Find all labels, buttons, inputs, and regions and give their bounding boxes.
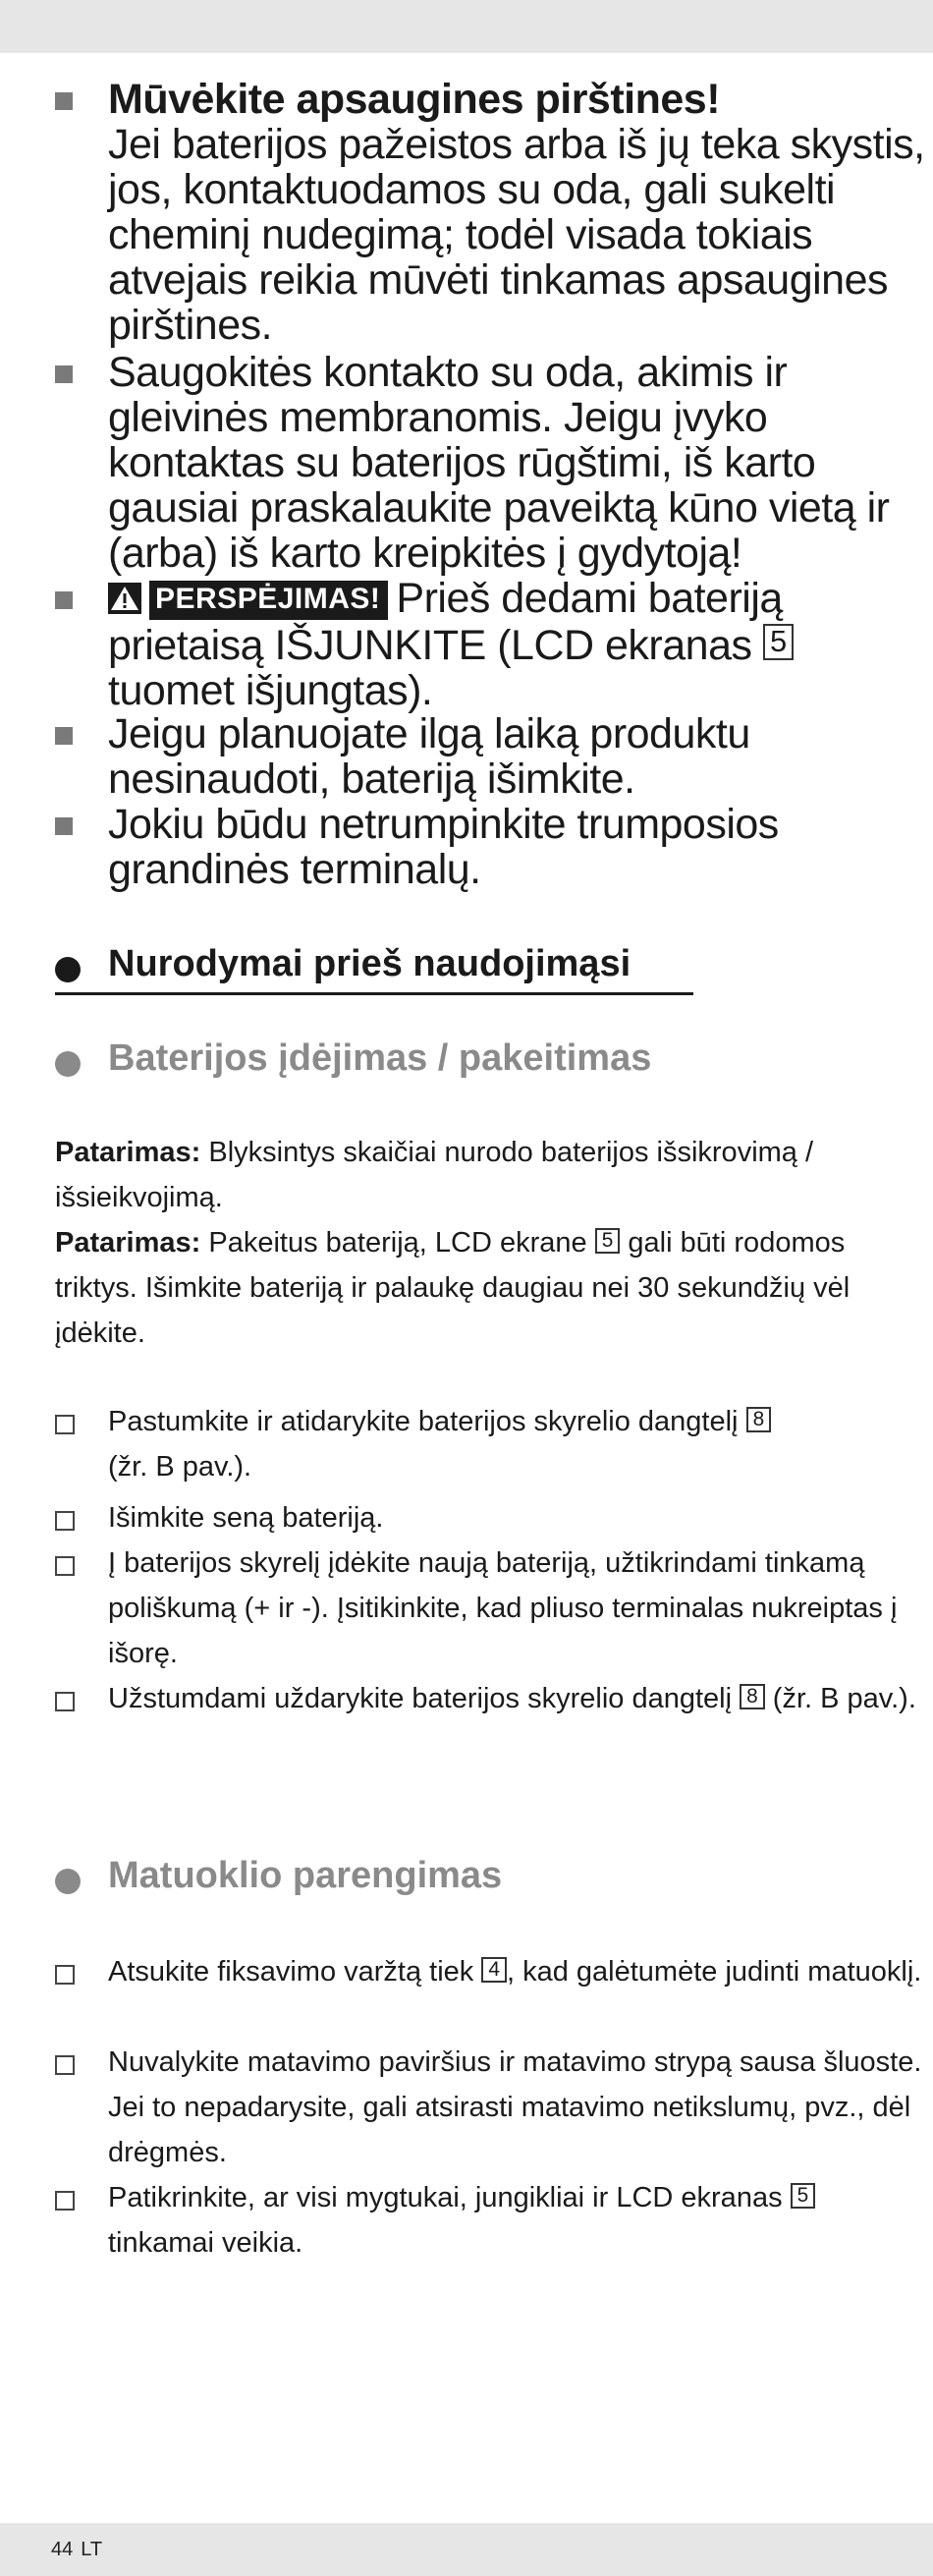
tip-text: Pakeitus bateriją, LCD ekrane [208, 1227, 587, 1259]
bullet-dot [55, 957, 81, 982]
warning-label: PERSPĖJIMAS! [149, 581, 388, 620]
subsection-title: Matuoklio parengimas [108, 1855, 503, 1896]
page-number: 44 [51, 2539, 74, 2560]
section-title: Nurodymai prieš naudojimąsi [108, 943, 631, 984]
step-text: Atsukite fiksavimo varžtą tiek [108, 1956, 474, 1988]
reference-number: 8 [746, 1407, 772, 1432]
warning-text: Prieš dedami bateriją prietaisą IŠJUNKITE (LCD ekranas [108, 575, 783, 669]
checkbox-bullet [55, 1415, 75, 1434]
checkbox-bullet [55, 1692, 75, 1711]
warning-triangle-icon [108, 578, 141, 623]
heading-underline [55, 992, 693, 995]
tip-label: Patarimas: [55, 1137, 201, 1168]
warning-text: Jei baterijos pažeistos arba iš jų teka skystis, jos, kontaktuodamos su oda, gali sukelti cheminį nudegimą; todėl visada tokiais atvejais reikia mūvėti tinkamas apsaugines pirštines. [108, 121, 925, 349]
step-text: Į baterijos skyrelį įdėkite naują bateriją, užtikrindami tinkamą poliškumą (+ ir -). Įsitikinkite, kad pliuso terminalas nukreiptas į išorę. [108, 1547, 898, 1669]
tip-text-after: gali būti rodomos triktys. Išimkite bateriją ir palaukę daugiau nei 30 sekundžių vėl įdėkite. [55, 1227, 851, 1349]
reference-number: 5 [595, 1228, 621, 1254]
step-text: Užstumdami uždarykite baterijos skyrelio dangtelį [108, 1683, 733, 1714]
tip-label: Patarimas: [55, 1227, 201, 1259]
reference-number: 4 [481, 1957, 507, 1983]
reference-number: 5 [791, 2183, 816, 2209]
reference-number: 8 [740, 1684, 765, 1709]
bullet-square [55, 365, 73, 383]
bullet-square [55, 92, 73, 110]
bullet-dot [55, 1869, 81, 1894]
language-code: LT [81, 2539, 103, 2560]
step-text-after: (žr. B pav.). [772, 1683, 916, 1714]
warning-heading: Mūvėkite apsaugines pirštines! [108, 76, 721, 123]
step-text: Išimkite seną bateriją. [108, 1502, 384, 1534]
step-text-after: , kad galėtumėte judinti matuoklį. [506, 1956, 922, 1988]
warning-text: Jeigu planuojate ilgą laiką produktu nesinaudoti, bateriją išimkite. [108, 710, 750, 803]
checkbox-bullet [55, 2191, 75, 2211]
bullet-square [55, 817, 73, 835]
warning-text: Jokiu būdu netrumpinkite trumposios grandinės terminalų. [108, 801, 779, 893]
tip-text: Blyksintys skaičiai nurodo baterijos išsikrovimą / išsieikvojimą. [55, 1137, 814, 1213]
step-text: Patikrinkite, ar visi mygtukai, jungikliai ir LCD ekranas [108, 2182, 783, 2213]
top-band [0, 0, 933, 53]
step-text-after: (žr. B pav.). [108, 1451, 252, 1483]
bottom-band [0, 2523, 933, 2576]
checkbox-bullet [55, 1511, 75, 1531]
step-text: Pastumkite ir atidarykite baterijos skyrelio dangtelį [108, 1406, 739, 1437]
checkbox-bullet [55, 1556, 75, 1576]
bullet-dot [55, 1051, 81, 1077]
step-text-after: tinkamai veikia. [108, 2227, 303, 2259]
page-footer [51, 2539, 110, 2561]
subsection-title: Baterijos įdėjimas / pakeitimas [108, 1037, 652, 1079]
warning-text-after: tuomet išjungtas). [108, 667, 433, 714]
checkbox-bullet [55, 2055, 75, 2075]
bullet-square [55, 727, 73, 745]
tip-paragraph-1 [55, 1130, 890, 1220]
tip-paragraph-2 [55, 1220, 890, 1356]
step-text: Nuvalykite matavimo paviršius ir matavimo strypą sausa šluoste. Jei to nepadarysite, gali atsirasti matavimo netikslumų, pvz., dėl drėgmės. [108, 2046, 922, 2168]
bullet-square [55, 591, 73, 609]
warning-text: Saugokitės kontakto su oda, akimis ir gleivinės membranomis. Jeigu įvyko kontaktas su baterijos rūgštimi, iš karto gausiai praskalaukite paveiktą kūno vietą ir (arba) iš karto kreipkitės į gydytoją! [108, 349, 890, 577]
checkbox-bullet [55, 1965, 75, 1985]
reference-number: 5 [763, 624, 794, 660]
